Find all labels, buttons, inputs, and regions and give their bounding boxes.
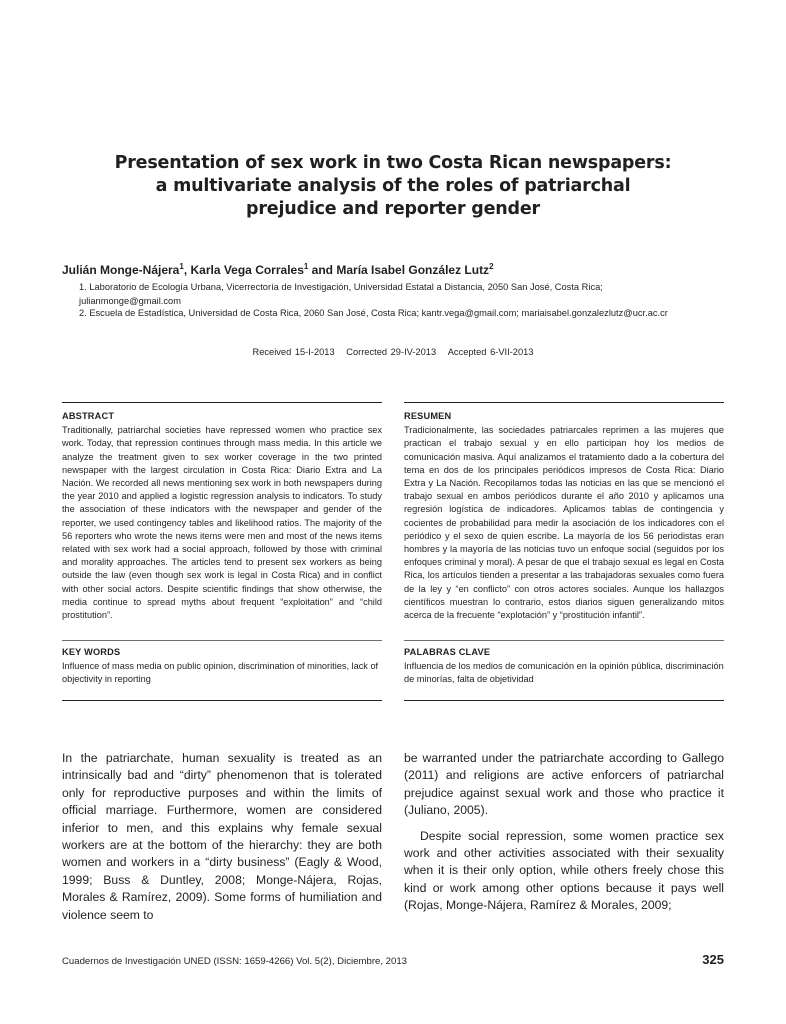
abstract-text: Traditionally, patriarchal societies have repressed women who practice sex work. Today, that repression continues through mass media. In this article we analyze the treatment given to sex worker coverage in the two printed newspaper with the largest circulation in Costa Rica: Diario Extra and La Nación. We recorded all news mentioning sex work in both newspapers during the year 2010 and applied a logistic regression analysis to indicators. To study the association of these indicators with the newspaper and gender of the reporter, we used contingency tables and likelihood ratios. The majority of the 56 reporters who wrote the news items were men and most of the news items related with sex work had a social approach, followed by those with criminal and morality approaches. The articles tend to present sex workers as being outside the law (even though sex work is legal in Costa Rica) and in conflict with other social actors. Despite scientific findings that show otherwise, the media continue to spread myths about frequent “exploitation” and “child prostitution”. xyxy=(62,425,382,621)
title-line-3: prejudice and reporter gender xyxy=(246,199,540,219)
resumen-top-rule xyxy=(404,402,724,403)
abstract-heading: ABSTRACT xyxy=(62,411,115,421)
author-list xyxy=(62,262,494,277)
abstract-bottom-rule xyxy=(62,700,382,701)
body-paragraph: In the patriarchate, human sexuality is treated as an intrinsically bad and “dirty” phenomenon that is tolerated only for reproductive purposes and within the limits of official marriage. Furthermore, women are considered inferior to men, and this explains why female sexual workers are at the bottom of the hierarchy: they are both women and workers in a “dirty business” (Eagly & Wood, 1999; Buss & Duntley, 2008; Monge-Nájera, Rojas, Morales & Ramírez, 2009). Some forms of humiliation and violence seem to xyxy=(62,751,382,922)
body-paragraph: Despite social repression, some women practice sex work and other activities associated with their sexuality when it is their only option, while others freely chose this kind or work among other options because it pays well (Rojas, Monge-Nájera, Ramírez & Morales, 2009; xyxy=(404,828,724,913)
keywords-heading: KEY WORDS xyxy=(62,647,121,657)
page-number: 325 xyxy=(702,952,724,967)
abstract-section xyxy=(62,410,382,622)
palabras-clave-section xyxy=(404,646,724,687)
affiliation-1-line-1: 1. Laboratorio de Ecología Urbana, Vicerrectoría de Investigación, Universidad Estatal a Distancia, 2050 San José, Costa Rica; xyxy=(79,282,603,292)
journal-footer: Cuadernos de Investigación UNED (ISSN: 1659-4266) Vol. 5(2), Diciembre, 2013 xyxy=(62,956,408,967)
affiliation-2-line-1: 2. Escuela de Estadística, Universidad de Costa Rica, 2060 San José, Costa Rica; kantr.vega@gmail.com; mariaisabel.gonzalezlutz@ucr.ac.cr xyxy=(79,308,668,318)
resumen-bottom-rule xyxy=(404,700,724,701)
accepted-date: Accepted 6-VII-2013 xyxy=(447,347,534,357)
affiliation-2 xyxy=(79,306,668,320)
author-2: Karla Vega Corrales xyxy=(190,263,304,277)
affiliation-1 xyxy=(79,280,603,308)
author-3-affiliation-mark: 2 xyxy=(489,262,494,271)
author-3: María Isabel González Lutz xyxy=(336,263,490,277)
keywords-rule xyxy=(62,640,382,641)
article-title xyxy=(80,152,706,221)
resumen-heading: RESUMEN xyxy=(404,411,452,421)
abstract-top-rule xyxy=(62,402,382,403)
author-2-affiliation-mark: 1 xyxy=(303,262,309,271)
keywords-text: Influence of mass media on public opinion, discrimination of minorities, lack of objectivity in reporting xyxy=(62,661,379,685)
author-1-affiliation-mark: 1 xyxy=(179,262,184,271)
keywords-section xyxy=(62,646,382,687)
palabras-rule xyxy=(404,640,724,641)
palabras-clave-text: Influencia de los medios de comunicación en la opinión pública, discriminación de minorías, falta de objetividad xyxy=(404,661,724,685)
received-date: Received 15-I-2013 xyxy=(252,347,335,357)
palabras-clave-heading: PALABRAS CLAVE xyxy=(404,647,491,657)
article-dates xyxy=(0,347,786,357)
body-right-column xyxy=(404,750,724,923)
resumen-section xyxy=(404,410,724,622)
body-paragraph: be warranted under the patriarchate according to Gallego (2011) and religions are active enforcers of patriarchal prejudice against sexual work and those who practice it (Juliano, 2005). xyxy=(404,751,724,818)
resumen-text: Tradicionalmente, las sociedades patriarcales reprimen a las mujeres que practican el trabajo sexual y en ello participan hoy los medios de comunicación masiva. Aquí analizamos el tratamiento dado a la cobertura del tema en dos de los principales periódicos impresos de Costa Rica: Diario Extra y La Nación. Recopilamos todas las noticias en las que se mencionó el trabajo sexual en ambos periódicos durante el año 2010 y aplicamos una regresión logística de indicadores. Aplicamos tablas de contingencia y cocientes de probabilidad para medir la asociación de los indicadores con el periódico y el sexo de quien escribe. La mayoría de los 56 periodistas eran hombres y la mayoría de las noticias tuvo un enfoque social (seguidos por los enfoques criminal y moral). A pesar de que el trabajo sexual es legal en Costa Rica, los artículos tienden a presentar a las trabajadoras sexuales como fuera de la ley y “en conflicto” con otros actores sociales. Aunque los hallazgos científicos muestran lo contrario, estos diarios siguen generalizando mitos acerca de la frecuente “explotación” y “prostitución infantil”. xyxy=(404,425,724,621)
author-separator-2: and xyxy=(308,263,337,277)
corrected-date: Corrected 29-IV-2013 xyxy=(346,347,437,357)
title-line-2: a multivariate analysis of the roles of patriarchal xyxy=(155,176,631,196)
affiliation-1-email[interactable]: julianmonge@gmail.com xyxy=(79,296,181,306)
title-line-1: Presentation of sex work in two Costa Rican newspapers: xyxy=(114,153,672,173)
body-left-column xyxy=(62,750,382,932)
author-1: Julián Monge-Nájera xyxy=(62,263,180,277)
author-separator-1: , xyxy=(183,263,191,277)
